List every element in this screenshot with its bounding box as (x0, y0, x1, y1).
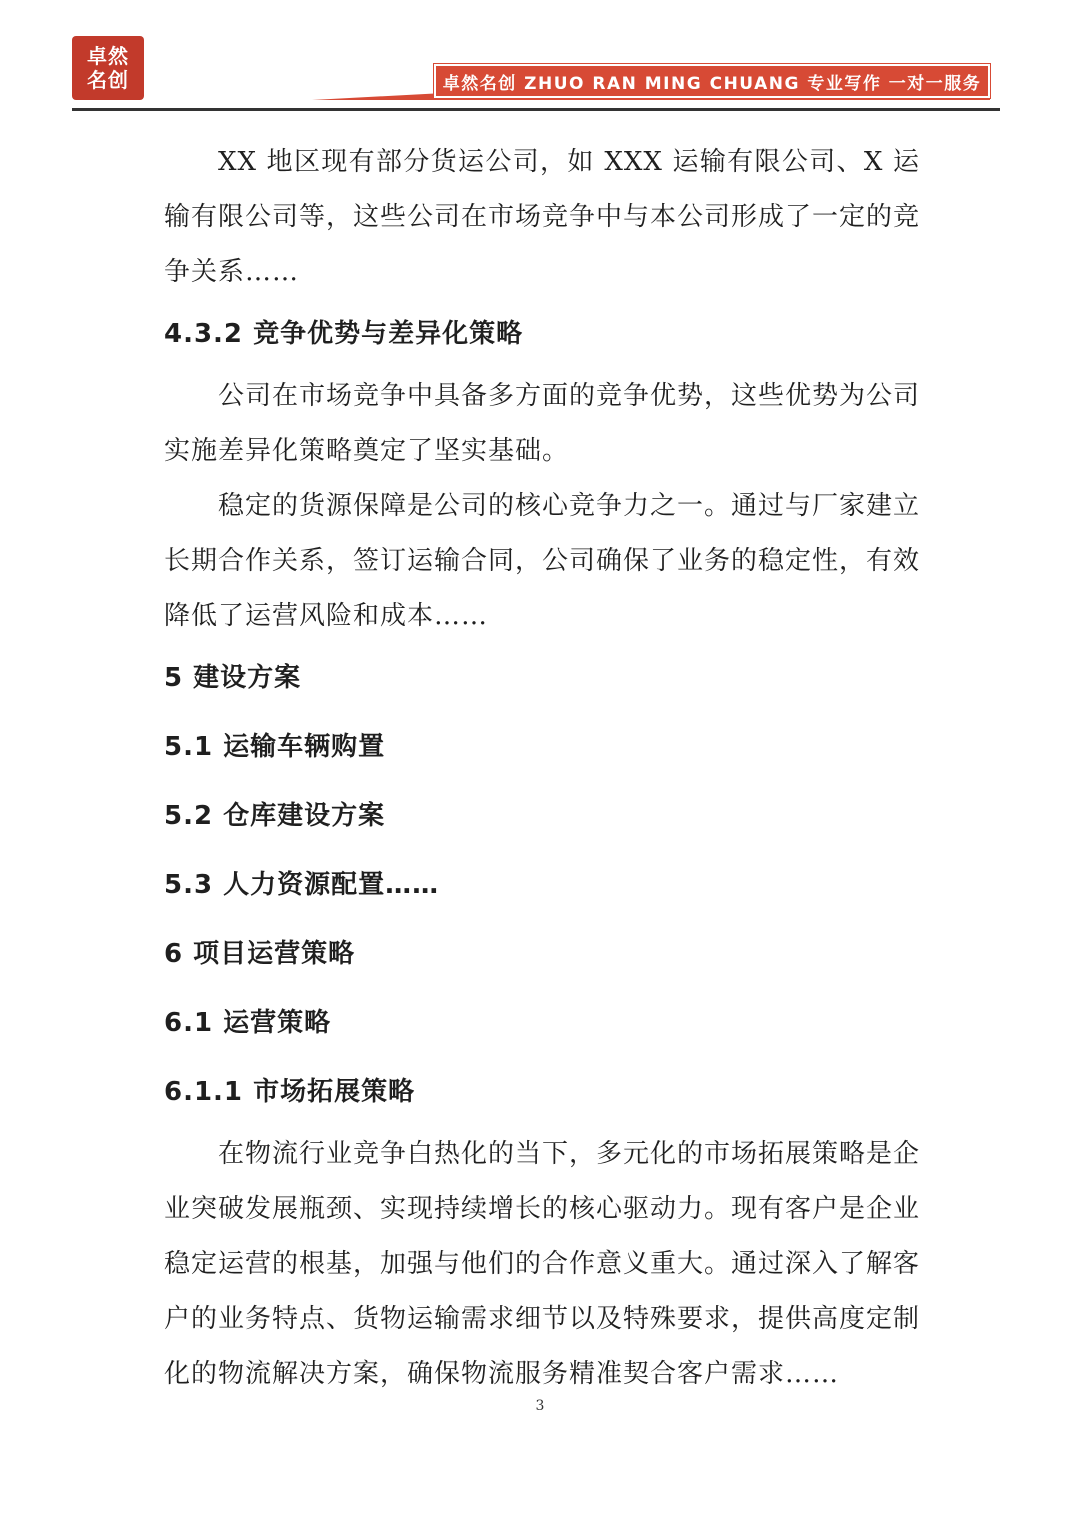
document-body (164, 135, 920, 1402)
paragraph-supply: 稳定的货源保障是公司的核心竞争力之一。通过与厂家建立长期合作关系，签订运输合同，公司确保了业务的稳定性，有效降低了运营风险和成本…… (164, 491, 921, 631)
heading-5-1: 5.1 运输车辆购置 (164, 732, 386, 762)
logo-line-1: 卓然 (87, 44, 129, 68)
heading-5-3: 5.3 人力资源配置…… (164, 870, 440, 900)
heading-5: 5 建设方案 (164, 663, 302, 693)
logo-line-2: 名创 (87, 68, 129, 92)
heading-4-3-2: 4.3.2 竞争优势与差异化策略 (164, 319, 524, 349)
heading-5-2: 5.2 仓库建设方案 (164, 801, 386, 831)
paragraph-competitors: XX 地区现有部分货运公司，如 XXX 运输有限公司、X 运输有限公司等，这些公司在市场竞争中与本公司形成了一定的竞争关系…… (164, 147, 921, 287)
header-banner (434, 64, 990, 98)
heading-6-1: 6.1 运营策略 (164, 1008, 332, 1038)
heading-6-1-1: 6.1.1 市场拓展策略 (164, 1077, 416, 1107)
paragraph-market-expansion: 在物流行业竞争白热化的当下，多元化的市场拓展策略是企业突破发展瓶颈、实现持续增长的核心驱动力。现有客户是企业稳定运营的根基，加强与他们的合作意义重大。通过深入了解客户的业务特点、货物运输需求细节以及特殊要求，提供高度定制化的物流解决方案，确保物流服务精准契合客户需求…… (164, 1139, 921, 1389)
heading-6: 6 项目运营策略 (164, 939, 356, 969)
header-divider (72, 108, 1000, 111)
brand-logo (72, 36, 144, 100)
paragraph-advantages: 公司在市场竞争中具备多方面的竞争优势，这些优势为公司实施差异化策略奠定了坚实基础。 (164, 381, 921, 466)
page-number: 3 (535, 1398, 545, 1414)
header-banner-text: 卓然名创 ZHUO RAN MING CHUANG 专业写作 一对一服务 (442, 73, 982, 94)
